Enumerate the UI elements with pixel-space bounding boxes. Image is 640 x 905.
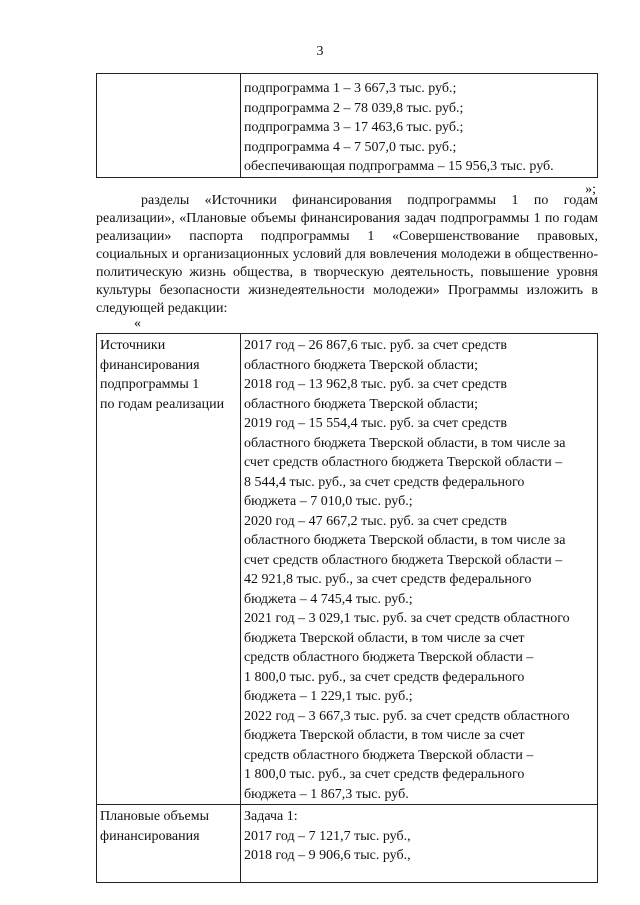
subprogram-2-total: подпрограмма 2 – 78 039,8 тыс. руб.;	[244, 100, 464, 116]
plan-line: Задача 1:	[244, 809, 298, 824]
plan-label-line: Плановые объемы	[100, 809, 210, 824]
subprogram-1-total: подпрограмма 1 – 3 667,3 тыс. руб.;	[244, 81, 457, 96]
plan-line: 2017 год – 7 121,7 тыс. руб.,	[244, 828, 411, 844]
sources-line: средств областного бюджета Тверской области –	[244, 650, 534, 665]
table-row	[97, 805, 598, 883]
plan-value-cell	[241, 805, 598, 883]
sources-line: 2022 год – 3 667,3 тыс. руб. за счет средств областного	[244, 708, 570, 724]
sources-line: бюджета – 7 010,0 тыс. руб.;	[244, 494, 413, 509]
sources-label-line: Источники	[100, 338, 166, 353]
sources-line: 8 544,4 тыс. руб., за счет средств федерального	[244, 474, 525, 490]
sources-line: бюджета – 1 229,1 тыс. руб.;	[244, 689, 413, 704]
table-row	[97, 74, 598, 178]
sources-line: областного бюджета Тверской области, в том числе за	[244, 533, 566, 548]
sources-line: бюджета – 1 867,3 тыс. руб.	[244, 786, 409, 802]
supporting-subprogram-total: обеспечивающая подпрограмма – 15 956,3 тыс. руб.	[244, 159, 554, 174]
sources-line: счет средств областного бюджета Тверской области –	[244, 455, 563, 470]
sources-line: счет средств областного бюджета Тверской области –	[244, 552, 563, 568]
plan-line: 2018 год – 9 906,6 тыс. руб.,	[244, 848, 411, 863]
sources-line: 42 921,8 тыс. руб., за счет средств федерального	[244, 572, 532, 587]
sources-line: 2017 год – 26 867,6 тыс. руб. за счет средств	[244, 338, 507, 353]
sources-label-cell	[97, 334, 241, 805]
table-row	[97, 334, 598, 805]
sources-line: бюджета – 4 745,4 тыс. руб.;	[244, 591, 413, 607]
sources-label-line: финансирования	[100, 357, 200, 373]
closing-quote: »;	[585, 182, 596, 197]
subprogram-totals-table	[96, 73, 598, 178]
page-number: 3	[316, 44, 324, 59]
sources-line: 2021 год – 3 029,1 тыс. руб. за счет средств областного	[244, 611, 570, 626]
subprogram-4-total: подпрограмма 4 – 7 507,0 тыс. руб.;	[244, 139, 457, 155]
financing-table	[96, 333, 598, 883]
sources-line: 1 800,0 тыс. руб., за счет средств федерального	[244, 669, 525, 685]
empty-cell	[97, 74, 241, 178]
sources-line: 2018 год – 13 962,8 тыс. руб. за счет средств	[244, 377, 507, 392]
amendment-paragraph: разделы «Источники финансирования подпрограммы 1 по годам реализации», «Плановые объемы финансирования задач подпрограммы 1 по годам реализации» паспорта подпрограммы 1 «Совершенствование правовых, социальных и организационных условий для вовлечения молодежи в общественно-политическую жизнь общества, в творческую деятельность, повышение уровня культуры безопасности жизнедеятельности молодежи» Программы изложить в следующей редакции:	[96, 193, 598, 316]
sources-label-line: подпрограммы 1	[100, 377, 200, 392]
plan-label-line: финансирования	[100, 828, 200, 844]
sources-line: областного бюджета Тверской области, в том числе за	[244, 435, 566, 451]
sources-line: средств областного бюджета Тверской области –	[244, 747, 534, 763]
opening-quote: «	[134, 316, 141, 331]
subprogram-3-total: подпрограмма 3 – 17 463,6 тыс. руб.;	[244, 120, 464, 135]
sources-value-cell	[241, 334, 598, 805]
plan-label-cell	[97, 805, 241, 883]
sources-label-line: по годам реализации	[100, 396, 225, 412]
subprogram-totals-cell	[241, 74, 598, 178]
sources-line: бюджета Тверской области, в том числе за счет	[244, 630, 525, 646]
sources-line: 1 800,0 тыс. руб., за счет средств федерального	[244, 767, 525, 782]
sources-line: областного бюджета Тверской области;	[244, 396, 478, 412]
sources-line: областного бюджета Тверской области;	[244, 357, 478, 373]
sources-line: 2019 год – 15 554,4 тыс. руб. за счет средств	[244, 416, 507, 431]
sources-line: бюджета Тверской области, в том числе за счет	[244, 728, 525, 743]
sources-line: 2020 год – 47 667,2 тыс. руб. за счет средств	[244, 513, 507, 529]
